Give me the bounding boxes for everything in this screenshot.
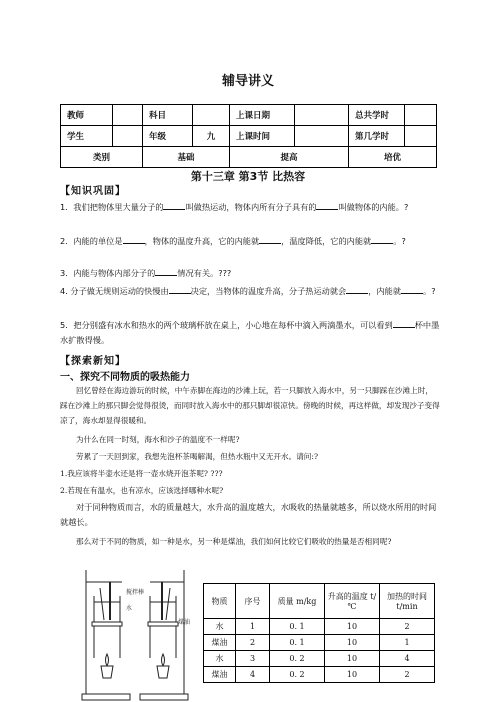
flame	[106, 654, 109, 666]
info-cell	[405, 105, 437, 126]
table-row	[204, 651, 435, 667]
column-header: 质量 m/kg	[270, 584, 325, 619]
info-cell: 科目	[143, 105, 193, 126]
text: ，内能就	[368, 286, 402, 296]
paragraph: 为什么在同一时刻，海水和沙子的温度不一样呢?	[76, 435, 240, 444]
info-cell	[113, 126, 143, 147]
info-cell: 九	[193, 126, 230, 147]
table-cell: 0. 2	[270, 667, 325, 683]
table-row	[204, 667, 435, 683]
lesson-info-table	[60, 104, 437, 168]
paragraph: 劳累了一天回到家，我想先泡杯茶喝解渴，但热水瓶中又无开水。请问:?	[76, 452, 319, 461]
info-cell: 上课时间	[230, 126, 295, 147]
info-cell: 年级	[143, 126, 193, 147]
table-cell: 煤油	[204, 635, 236, 651]
stir-rod	[166, 588, 170, 620]
heating-apparatus-figure	[80, 566, 192, 702]
text: 。?	[423, 286, 436, 296]
text: 1．我们把物体里大量分子的	[60, 202, 164, 212]
blank	[401, 285, 423, 294]
table-cell: 10	[325, 635, 380, 651]
section-title: 一、探究不同物质的吸热能力	[60, 372, 190, 383]
table-cell: 0. 2	[270, 651, 325, 667]
beaker	[94, 596, 120, 622]
table-cell: 10	[325, 667, 380, 683]
info-cell	[295, 126, 349, 147]
text: 4. 分子做无规则运动的快慢由	[60, 286, 169, 296]
column-header: 物质	[204, 584, 236, 619]
paragraph: 那么对于不同的物质，如一种是水，另一种是煤油，我们如何比较它们吸收的热量是否相同呢?	[76, 537, 392, 546]
paragraph: 回忆曾经在海边游玩的时候，中午赤脚在海边的沙滩上玩，若一只脚放入海水中，另一只脚踩在沙滩上时，踩在沙滩上的那只脚会觉得很烫，而同时放入海水中的那只脚却很凉快。傍晚的时候，再这样做，却发现沙子变得凉了，海水却显得很暖和。	[60, 386, 440, 425]
figure-label: 搅拌棒	[126, 589, 145, 596]
blank	[163, 201, 185, 210]
question: 2.若现在有温水，也有凉水，应该选择哪种水呢?	[60, 486, 224, 495]
review-q2	[60, 234, 440, 249]
info-cell: 基础	[143, 147, 230, 168]
gauze	[148, 622, 178, 626]
column-header: 序号	[236, 584, 270, 619]
review-q5	[60, 318, 440, 348]
info-cell: 提高	[230, 147, 349, 168]
review-q1	[60, 200, 440, 215]
page-title: 辅导讲义	[221, 74, 274, 89]
table-cell: 10	[325, 619, 380, 635]
info-cell	[405, 126, 437, 147]
text: 。?	[393, 236, 406, 246]
text: 叫做物体的内能。?	[338, 202, 409, 212]
info-cell: 总共学时	[349, 105, 405, 126]
table-cell: 煤油	[204, 667, 236, 683]
table-cell: 1	[380, 635, 435, 651]
text: ，物体的温度升高，它的内能就	[144, 236, 260, 246]
info-cell	[193, 105, 230, 126]
table-cell: 4	[236, 667, 270, 683]
info-row	[61, 126, 437, 147]
heating-data-table	[203, 583, 435, 683]
table-cell: 2	[380, 619, 435, 635]
table-cell: 水	[204, 619, 236, 635]
table-cell: 0. 1	[270, 635, 325, 651]
table-row	[204, 635, 435, 651]
review-q3	[60, 266, 440, 281]
info-cell: 教师	[61, 105, 113, 126]
blank	[155, 267, 177, 276]
info-cell: 上课日期	[230, 105, 295, 126]
table-cell: 10	[325, 651, 380, 667]
figure-label: 煤油	[178, 619, 191, 626]
gauze	[92, 622, 122, 626]
text: 杯中墨水扩散得慢。	[60, 320, 440, 345]
text: 叫做热运动，物体内所有分子具有的	[185, 202, 317, 212]
table-row	[204, 619, 435, 635]
table-cell: 2	[380, 667, 435, 683]
info-cell: 第几学时	[349, 126, 405, 147]
text: 5．把分别盛有冰水和热水的两个玻璃杯放在桌上，小心地在每杯中滴入两滴墨水，可以看到	[60, 320, 393, 330]
text: ，温度降低，它的内能就	[281, 236, 372, 246]
info-cell: 学生	[61, 126, 113, 147]
blank	[393, 319, 415, 328]
stir-rod	[100, 588, 104, 620]
blank	[346, 285, 368, 294]
blank	[259, 235, 281, 244]
table-cell: 水	[204, 651, 236, 667]
blank	[371, 235, 393, 244]
text: 决定，当物体的温度升高，分子热运动就会	[190, 286, 347, 296]
table-cell: 2	[236, 635, 270, 651]
blank	[123, 235, 145, 244]
stand-base	[140, 694, 188, 700]
question: 1.我应该将半壶水还是将一壶水烧开泡茶呢? ???	[60, 469, 223, 478]
info-row	[61, 105, 437, 126]
info-row	[61, 147, 437, 168]
stand-base	[82, 694, 130, 700]
alcohol-lamp	[101, 666, 113, 678]
column-header: 加热的时间 t/min	[380, 584, 435, 619]
table-cell: 4	[380, 651, 435, 667]
text: 3．内能与物体内部分子的	[60, 268, 156, 278]
text: 2．内能的单位是	[60, 236, 123, 246]
review-heading: 【知识巩固】	[60, 186, 126, 197]
flame	[162, 654, 165, 666]
info-cell: 培优	[349, 147, 437, 168]
info-cell: 类别	[61, 147, 143, 168]
info-cell	[295, 105, 349, 126]
new-knowledge-heading: 【探索新知】	[60, 356, 126, 367]
blank	[169, 285, 191, 294]
paragraph: 对于同种物质而言，水的质量越大，水升高的温度越大，水吸收的热量就越多，所以烧水所用的时间就越长。	[60, 502, 437, 527]
alcohol-lamp	[157, 666, 169, 678]
table-cell: 1	[236, 619, 270, 635]
table-header-row	[204, 584, 435, 619]
info-cell	[113, 105, 143, 126]
blank	[316, 201, 338, 210]
figure-label: 水	[126, 605, 133, 612]
table-cell: 0. 1	[270, 619, 325, 635]
table-cell: 3	[236, 651, 270, 667]
review-q4	[60, 284, 440, 299]
chapter-title: 第十三章 第3节 比热容	[190, 170, 306, 183]
column-header: 升高的温度 t/℃	[325, 584, 380, 619]
text: 情况有关。???	[177, 268, 232, 278]
